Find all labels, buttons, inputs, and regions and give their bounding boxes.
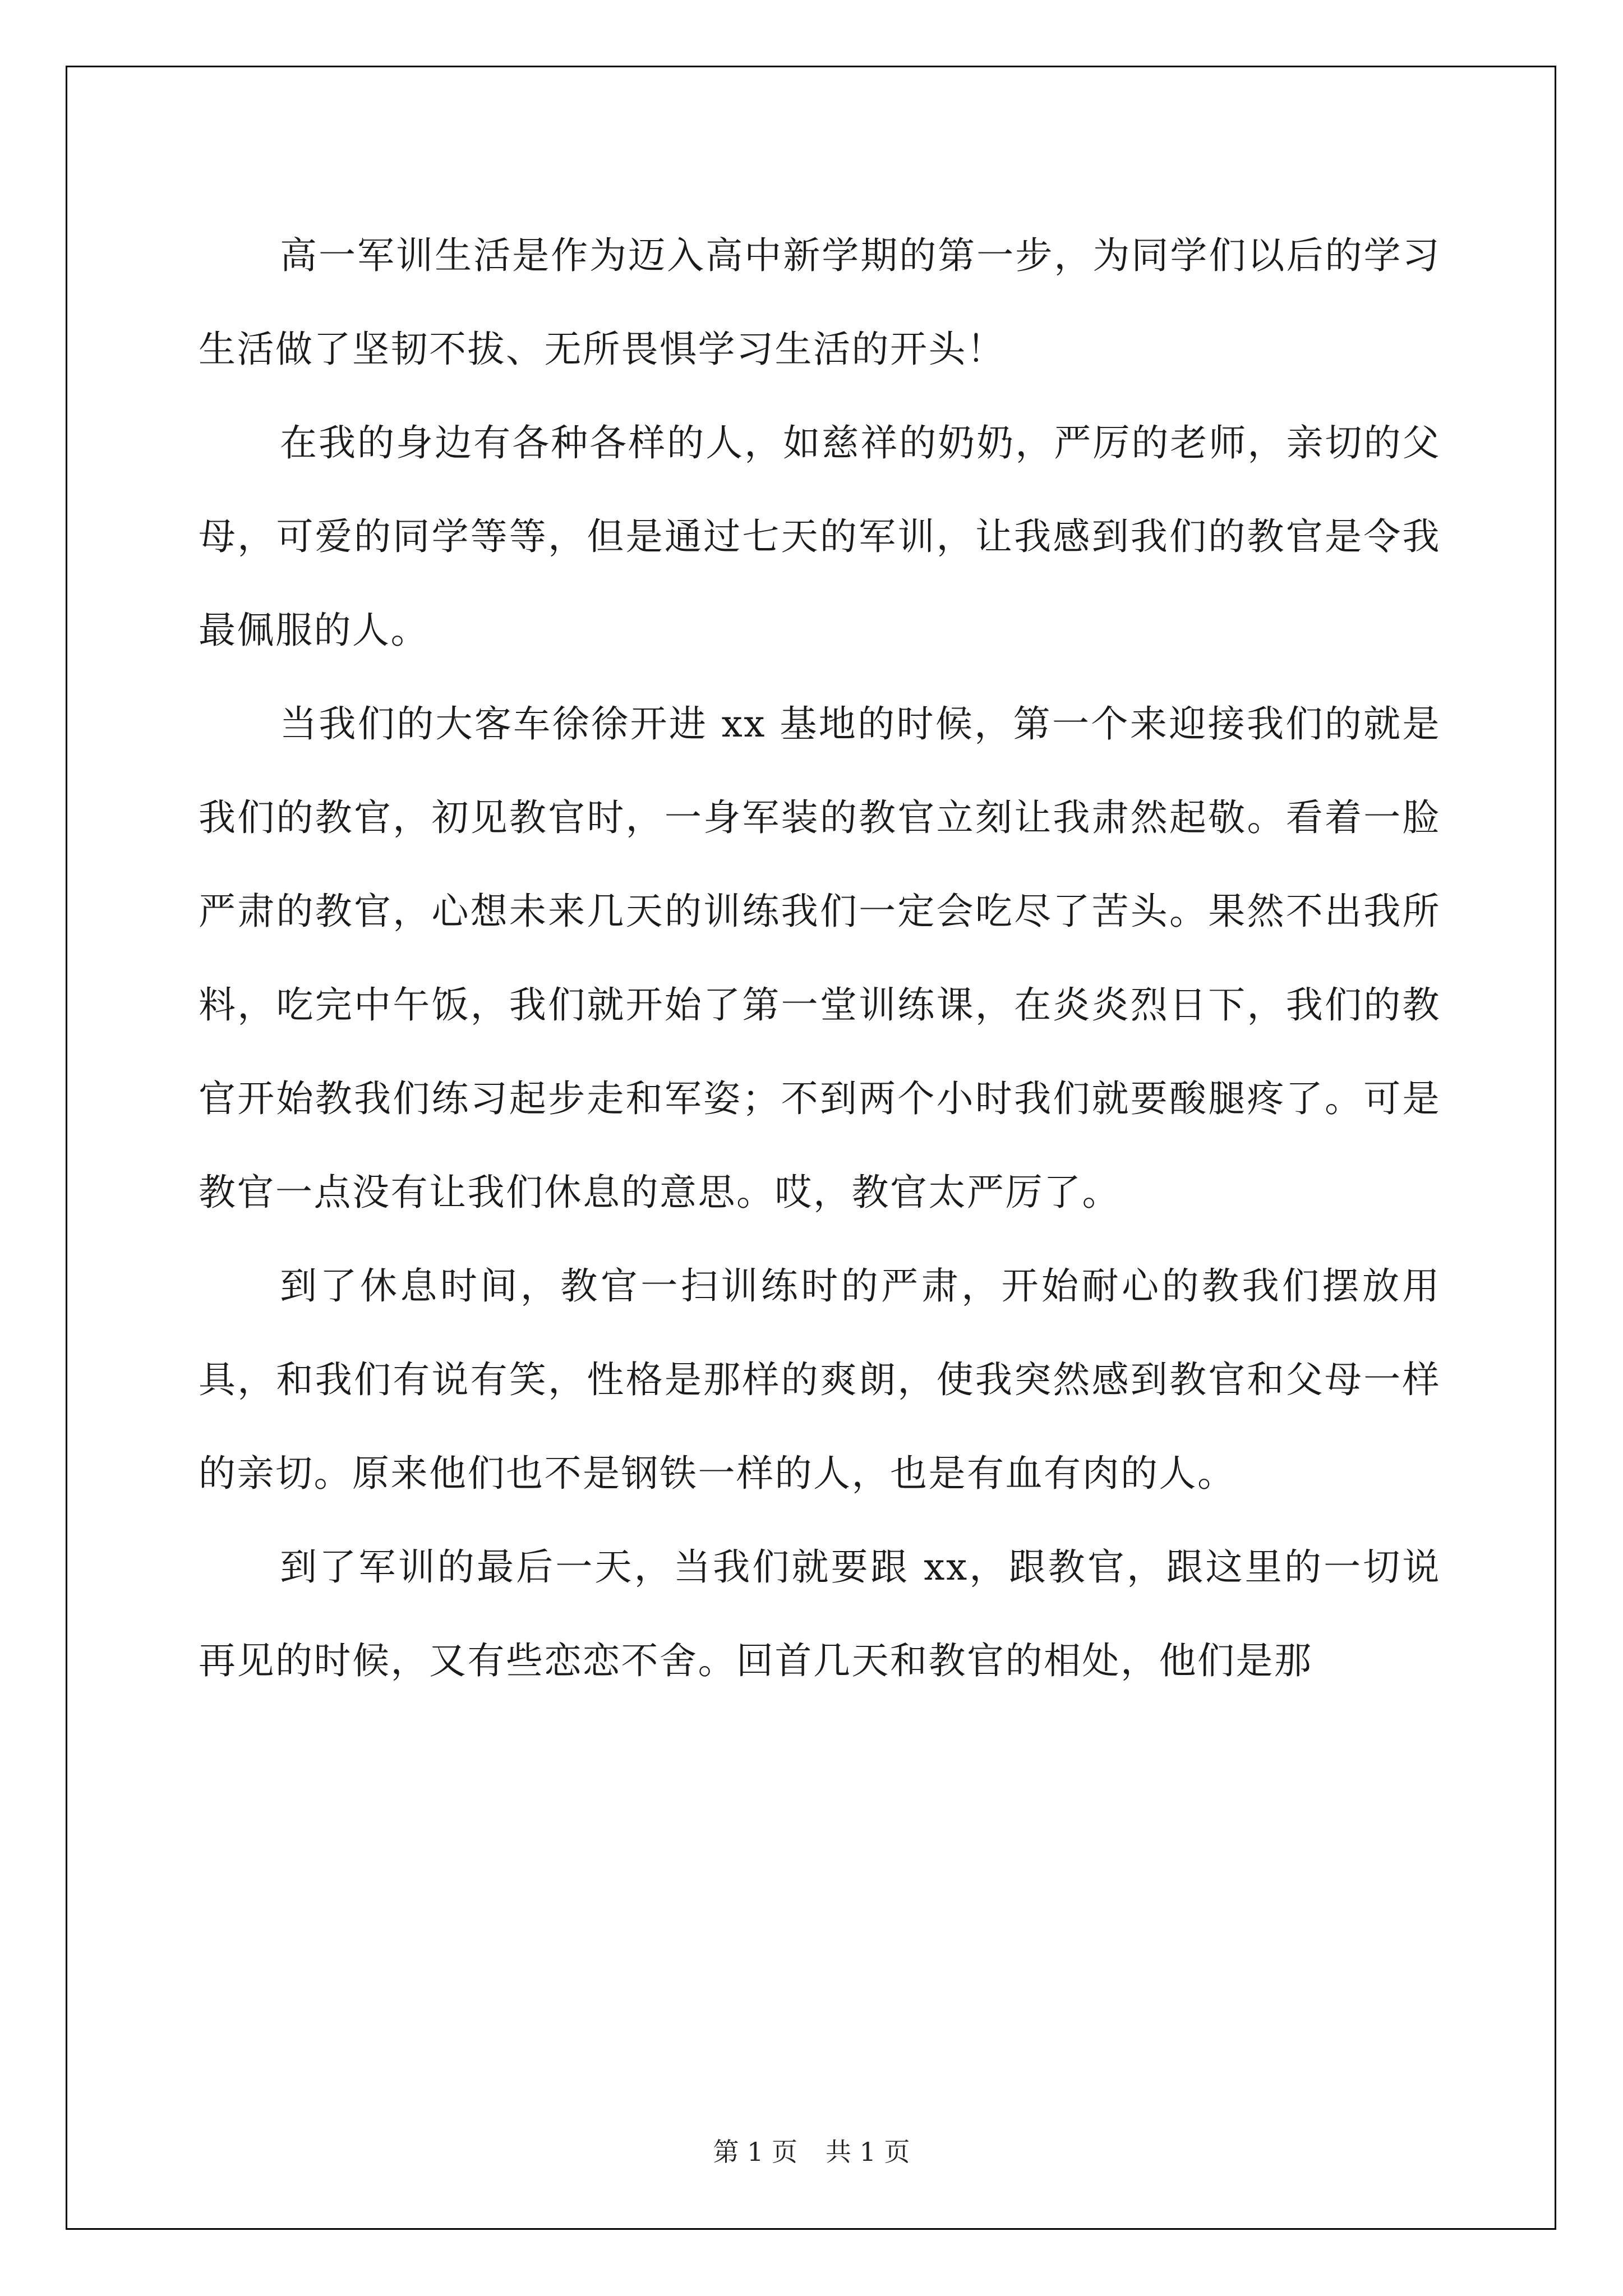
page-footer xyxy=(0,2132,1623,2169)
paragraph-3: 当我们的大客车徐徐开进 xx 基地的时候，第一个来迎接我们的就是我们的教官，初见教官时，一身军装的教官立刻让我肃然起敬。看着一脸严肃的教官，心想未来几天的训练我们一定会吃尽了苦头。果然不出我所料，吃完中午饭，我们就开始了第一堂训练课，在炎炎烈日下，我们的教官开始教我们练习起步走和军姿；不到两个小时我们就要酸腿疼了。可是教官一点没有让我们休息的意思。哎，教官太严厉了。 xyxy=(199,702,1441,1214)
paragraph-1: 高一军训生活是作为迈入高中新学期的第一步，为同学们以后的学习生活做了坚韧不拔、无所畏惧学习生活的开头！ xyxy=(199,234,1441,371)
page-total: 共 1 页 xyxy=(826,2137,910,2167)
paragraph-5: 到了军训的最后一天，当我们就要跟 xx，跟教官，跟这里的一切说再见的时候，又有些恋恋不舍。回首几天和教官的相处，他们是那 xyxy=(199,1545,1441,1682)
document-body xyxy=(199,209,1441,2060)
page-number: 第 1 页 xyxy=(713,2137,797,2167)
paragraph-2: 在我的身边有各种各样的人，如慈祥的奶奶，严厉的老师，亲切的父母，可爱的同学等等，但是通过七天的军训，让我感到我们的教官是令我最佩服的人。 xyxy=(199,421,1441,652)
paragraph-4: 到了休息时间，教官一扫训练时的严肃，开始耐心的教我们摆放用具，和我们有说有笑，性格是那样的爽朗，使我突然感到教官和父母一样的亲切。原来他们也不是钢铁一样的人，也是有血有肉的人。 xyxy=(199,1264,1441,1495)
